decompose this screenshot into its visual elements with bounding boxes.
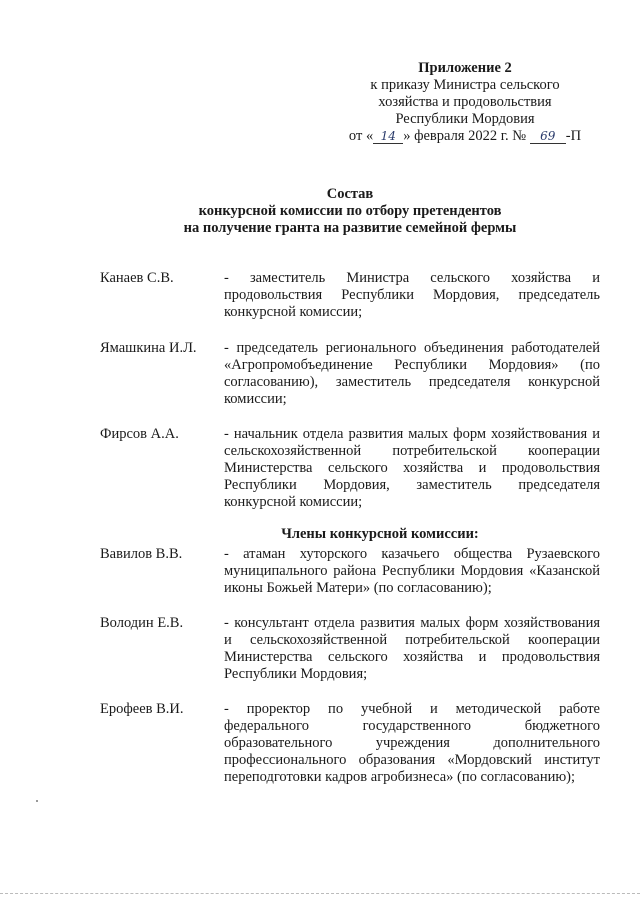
date-prefix: от « <box>348 128 374 144</box>
person-name: Вавилов В.В. <box>100 546 183 562</box>
person-name: Канаев С.В. <box>100 270 174 286</box>
appendix-title: Приложение 2 <box>418 60 512 76</box>
person-role: - консультант отдела развития малых форм хозяйствования и сельскохозяйственной потребительской кооперации Министерства сельского хозяйства и продовольствия Республики Мордовия; <box>224 615 600 682</box>
person-name: Ямашкина И.Л. <box>100 340 197 356</box>
appendix-line-3: Республики Мордовия <box>395 111 535 127</box>
person-role: - председатель регионального объединения работодателей «Агропромобъединение Республики Мордовия» (по согласованию), заместитель председателя конкурсной комиссии; <box>224 340 600 407</box>
date-middle: » февраля 2022 г. № <box>403 128 527 144</box>
person-name: Володин Е.В. <box>100 615 184 631</box>
heading-line-1: Состав <box>326 186 374 202</box>
heading-line-2: конкурсной комиссии по отбору претендентов <box>198 203 502 219</box>
order-date-line <box>330 128 600 145</box>
person-name: Ерофеев В.И. <box>100 701 184 717</box>
margin-mark <box>36 800 38 802</box>
person-role: - заместитель Министра сельского хозяйства и продовольствия Республики Мордовия, председатель конкурсной комиссии; <box>224 270 600 320</box>
members-section-title: Члены конкурсной комиссии: <box>281 526 479 542</box>
document-heading <box>100 186 600 237</box>
person-role: - атаман хуторского казачьего общества Рузаевского муниципального района Республики Мордовия «Казанской иконы Божьей Матери» (по согласованию); <box>224 546 600 596</box>
person-name: Фирсов А.А. <box>100 426 179 442</box>
order-day-handwritten: 14 <box>373 129 403 144</box>
person-role: - начальник отдела развития малых форм хозяйствования и сельскохозяйственной потребительской кооперации Министерства сельского хозяйства и продовольствия Республики Мордовия, заместитель председателя конкурсной комиссии; <box>224 426 600 510</box>
order-number-handwritten: 69 <box>530 129 566 144</box>
appendix-line-1: к приказу Министра сельского <box>370 77 560 93</box>
number-suffix: -П <box>565 128 582 144</box>
page-bottom-edge <box>0 893 640 894</box>
appendix-block <box>330 60 600 145</box>
appendix-line-2: хозяйства и продовольствия <box>378 94 552 110</box>
heading-line-3: на получение гранта на развитие семейной фермы <box>183 220 517 236</box>
person-role: - проректор по учебной и методической работе федерального государственного бюджетного образовательного учреждения дополнительного профессионального образования «Мордовский институт переподготовки кадров агробизнеса» (по согласованию); <box>224 701 600 785</box>
